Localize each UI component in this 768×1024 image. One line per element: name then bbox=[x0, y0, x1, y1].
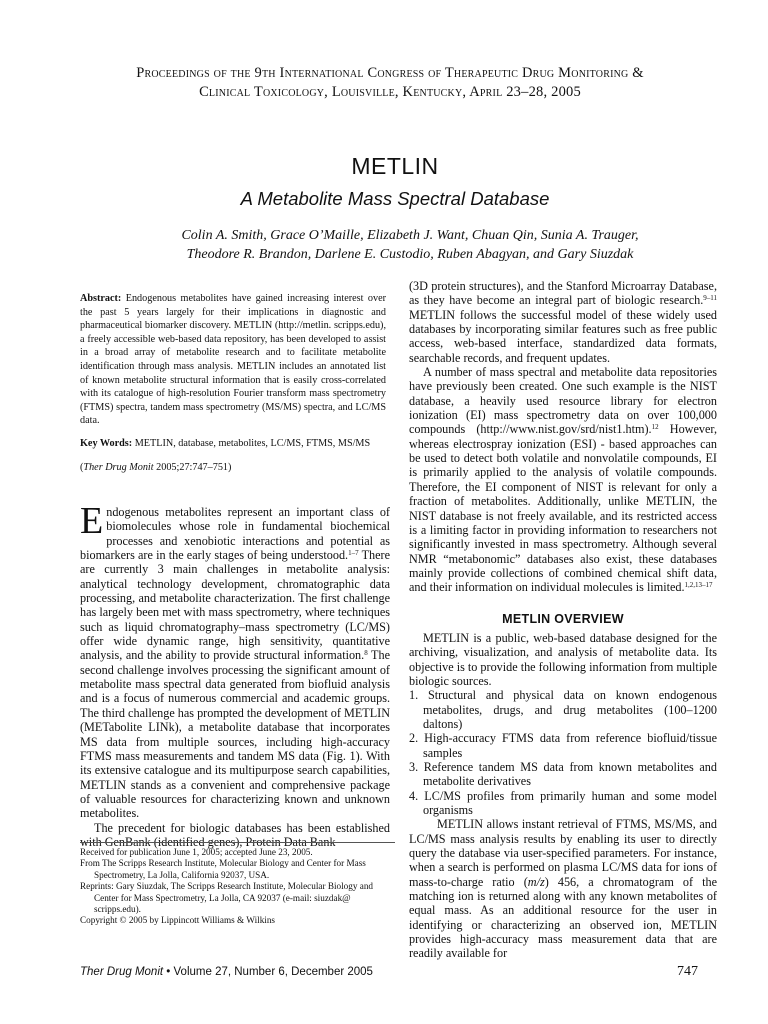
keywords bbox=[80, 437, 386, 451]
authors-line-2: Theodore R. Brandon, Darlene E. Custodio, Ruben Abagyan, and Gary Siuzdak bbox=[186, 247, 634, 262]
nist-text-a: A number of mass spectral and metabolite data repositories have previously been created. One such example is the NIST database, a heavily used resource library for electron ionization (EI) mass spectrometry data on over 100,000 compounds (http://www.nist.gov/srd/nist1.htm). bbox=[409, 365, 717, 437]
precedent-paragraph: The precedent for biologic databases has been established with GenBank (identified genes), Protein Data Bank bbox=[80, 820, 390, 849]
retrieval-text-b: ) 456, a chromatogram of the matching ion is returned along with any known metabolites of equal mass. As an additional resource for the user in identifying or characterizing an observed ion, METLIN provides high-accuracy mass measurement data that are readily available for bbox=[409, 874, 718, 961]
list-item: 3. Reference tandem MS data from known metabolites and metabolite derivatives bbox=[409, 760, 717, 789]
proceedings-line-1: Proceedings of the 9th International Congress of Therapeutic Drug Monitoring & bbox=[136, 65, 644, 81]
citation-sup: 12 bbox=[651, 423, 659, 432]
abstract-block bbox=[80, 292, 386, 474]
list-item: 4. LC/MS profiles from primarily human and some model organisms bbox=[409, 788, 717, 818]
authors-line-1: Colin A. Smith, Grace O’Maille, Elizabeth J. Want, Chuan Qin, Sunia A. Trauger, bbox=[181, 228, 639, 243]
footnotes bbox=[80, 847, 392, 927]
right-column-body bbox=[409, 279, 717, 961]
keywords-text: METLIN, database, metabolites, LC/MS, FTMS, MS/MS bbox=[132, 437, 371, 449]
intro-text-a: ndogenous metabolites represent an important class of biomolecules whose role in fundamental biochemical processes and xenobiotic interactions and potential as biomarkers are in the early stages of being understood. bbox=[80, 505, 390, 563]
list-item: 1. Structural and physical data on known endogenous metabolites, drugs, and drug metabolites (100–1200 daltons) bbox=[409, 688, 717, 731]
citation: (Ther Drug Monit 2005;27:747–751) bbox=[80, 461, 232, 473]
intro-text-b: There are currently 3 main challenges in metabolite analysis: analytical technology development, chromatographic data processing, and metabolite characterization. The first challenge has largely been met with mass spectrometry, where techniques such as liquid chromatography–mass spectrometry (LC/MS) offer wide dynamic range, high sensitivity, quantitative analysis, and the ability to provide structural information. bbox=[80, 548, 390, 663]
nist-text-b: However, whereas electrospray ionization (ESI) - based approaches can be used to detect both volatile and nonvolatile compounds, EI is primarily applied to the analysis of volatile compounds. Therefore, the EI component of NIST is relevant for only a fraction of metabolites. Additionally, unlike METLIN, the NIST database is not freely available, and its restricted access is a limiting factor in providing information to researchers not significantly invested in mass spectrometry. Although several NMR “metabonomic” databases also exist, these databases mainly provide collections of combined chemical shift data, and their information on individual molecules is limited. bbox=[409, 422, 717, 595]
overview-heading: METLIN OVERVIEW bbox=[502, 611, 624, 626]
citation-sup: 8 bbox=[364, 649, 368, 658]
abstract-text: Endogenous metabolites have gained increasing interest over the past 5 years largely for their implications in diagnostic and pharmaceutical biomarker discovery. METLIN (http://metlin. scripps.edu), a freely accessible web-based data repository, has been developed to assist in a broad array of metabolite research and to facilitate metabolite identification through mass analysis. METLIN includes an annotated list of known metabolite structural information that is easily cross-correlated with its catalogue of high-resolution Fourier transform mass spectrometry (FTMS) spectra, tandem mass spectrometry (MS/MS) spectra, and LC/MS data. bbox=[80, 293, 386, 427]
intro-text-c: The second challenge involves processing the significant amount of metabolite mass spectral data generated from biofluid analysis and is a focus of numerous commercial and academic groups. The third challenge has prompted the development of METLIN (METabolite LINk), a metabolite database that incorporates MS data from multiple sources, including high-accuracy FTMS mass measurements and tandem MS data (Fig. 1). With its extensive catalogue and its multipurpose search capabilities, METLIN stands as a convenient and comprehensive package of valuable resources for characterizing known and unknown metabolites. bbox=[80, 648, 391, 821]
retrieval-paragraph bbox=[409, 817, 717, 960]
overview-list bbox=[409, 688, 717, 817]
databases-text-b: METLIN follows the successful model of these widely used databases by incorporating similar features such as free public access, web-based interface, standardized data formats, searchable records, and frequent updates. bbox=[409, 307, 717, 365]
page-number: 747 bbox=[677, 964, 698, 979]
databases-text-a: (3D protein structures), and the Stanford Microarray Database, as they have become an integral part of biologic research. bbox=[409, 279, 717, 308]
footnote-reprints: Reprints: Gary Siuzdak, The Scripps Research Institute, Molecular Biology and Center for Mass Spectrometry, La Jolla, CA 92037 (e-mail: siuzdak@ scripps.edu). bbox=[80, 881, 374, 915]
journal-footer bbox=[80, 966, 373, 978]
citation-sup: 1,2,13–17 bbox=[684, 581, 713, 590]
keywords-label: Key Words: bbox=[80, 437, 133, 449]
citation-sup: 9–11 bbox=[703, 294, 717, 303]
citation-rest: 2005;27:747–751) bbox=[153, 461, 232, 473]
footer-volume: • Volume 27, Number 6, December 2005 bbox=[163, 966, 373, 978]
footnote-received: Received for publication June 1, 2005; accepted June 23, 2005. bbox=[80, 847, 313, 857]
list-item: 2. High-accuracy FTMS data from reference biofluid/tissue samples bbox=[409, 731, 717, 760]
databases-paragraph bbox=[409, 279, 717, 365]
proceedings-line-2: Clinical Toxicology, Louisville, Kentucky, April 23–28, 2005 bbox=[199, 84, 581, 100]
abstract bbox=[80, 292, 386, 428]
footnote-copyright: Copyright © 2005 by Lippincott Williams & Wilkins bbox=[80, 915, 276, 926]
drop-cap: E bbox=[80, 500, 104, 542]
intro-paragraph bbox=[80, 500, 391, 821]
citation-sup: 1–7 bbox=[348, 549, 359, 558]
footnote-from: From The Scripps Research Institute, Molecular Biology and Center for Mass Spectrometry, La Jolla, California 92037, USA. bbox=[80, 858, 366, 880]
footer-journal: Ther Drug Monit bbox=[80, 966, 164, 978]
left-column-body bbox=[80, 500, 391, 849]
abstract-label: Abstract: bbox=[80, 293, 122, 304]
footnote-rule bbox=[80, 842, 395, 843]
article-subtitle: A Metabolite Mass Spectral Database bbox=[240, 188, 550, 209]
citation-journal: Ther Drug Monit bbox=[83, 461, 154, 473]
article-title: METLIN bbox=[351, 153, 439, 179]
mz-symbol: m/z bbox=[527, 874, 545, 889]
retrieval-text-a: METLIN allows instant retrieval of FTMS, MS/MS, and LC/MS mass analysis results by enabling its user to directly query the database via user-specified parameters. For instance, when a search is performed on plasma LC/MS data for ions of mass-to-charge ratio ( bbox=[409, 817, 717, 889]
overview-intro: METLIN is a public, web-based database designed for the archiving, visualization, and analysis of metabolite data. Its objective is to provide the following information from multiple biologic sources. bbox=[409, 630, 718, 688]
nist-paragraph bbox=[409, 365, 717, 595]
